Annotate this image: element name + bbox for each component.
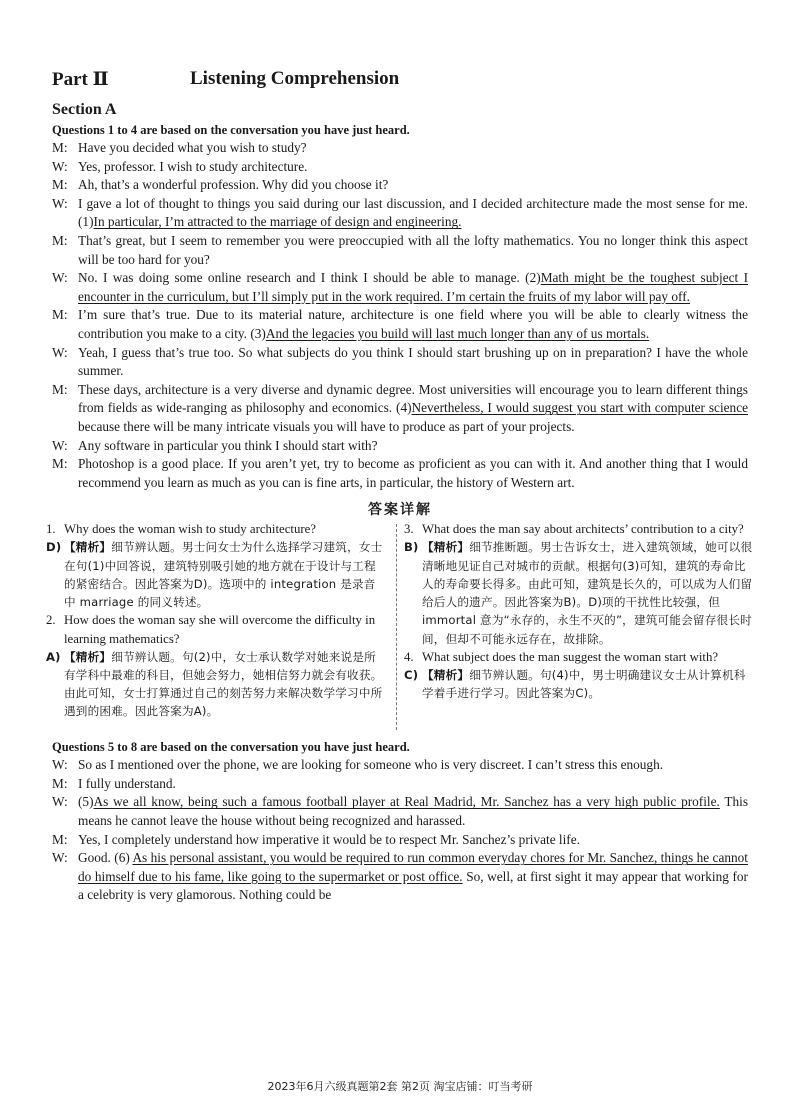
dialogue-text: I’m sure that’s true. Due to its material nature, architecture is one field where you will be able to clearly witness the contribution you make to a city. (3) [78, 307, 748, 341]
speaker-label: M: [52, 775, 68, 791]
answer-letter: C) [404, 667, 419, 682]
underlined-key-sentence: As we all know, being such a famous football player at Real Madrid, Mr. Sanchez has a very high public profile. [93, 794, 720, 810]
dialogue-turn [52, 158, 748, 177]
part-title: Listening Comprehension [190, 68, 400, 89]
dialogue-turn [52, 176, 748, 195]
explanation-text: 细节辨认题。男士问女士为什么选择学习建筑，女士在句(1)中回答说，建筑特别吸引她的地方就在于设计与工程的紧密结合。因此答案为D)。选项中的 integration 是录音中 marriage 的同义转述。 [64, 540, 383, 610]
answer-letter: A) [46, 649, 61, 664]
conversation-2 [52, 756, 748, 905]
answers-right-column [404, 520, 754, 702]
dialogue-turn [52, 139, 748, 158]
answer-explanation [404, 538, 754, 647]
answer-explanation [46, 538, 384, 611]
underlined-key-sentence: As his personal assistant, you would be required to run common everyday chores for Mr. Sanchez, things he cannot do himself due to his fame, like going to the supermarket or post office. [78, 850, 748, 884]
dialogue-turn [52, 455, 748, 492]
part-label: Part Ⅱ [52, 69, 109, 90]
question-number: 3. [404, 522, 414, 537]
dialogue-text: That’s great, but I seem to remember you were preoccupied with all the lofty mathematics. You no longer think this aspect will be too hard for you? [78, 232, 748, 267]
explanation-text: 细节辨认题。句(4)中，男士明确建议女士从计算机科学着手进行学习。因此答案为C)。 [422, 667, 746, 701]
explanation-text: 细节推断题。男士告诉女士，进入建筑领域，她可以很清晰地见证自己对城市的贡献。根据句(3)可知，建筑的寿命比人的寿命要长得多。由此可知，建筑是长久的，可以成为人们留给后人的遗产。因此答案为B)。D)项的干扰性比较强，但immortal 意为“永存的，永生不灭的”，建筑可能会留存很长时间，但却不可能永远存在，故排除。 [422, 540, 753, 646]
underlined-key-sentence: And the legacies you build will last much longer than any of us mortals. [265, 325, 650, 341]
speaker-label: W: [52, 437, 68, 453]
dialogue-text: Ah, that’s a wonderful profession. Why did you choose it? [78, 177, 389, 193]
underlined-key-sentence: In particular, I’m attracted to the marriage of design and engineering. [93, 214, 462, 230]
conversation-1 [52, 139, 748, 492]
answer-explanation [46, 648, 384, 721]
answers-columns [46, 520, 753, 732]
answers-left-column [46, 520, 384, 720]
dialogue-turn [52, 306, 748, 343]
speaker-label: M: [52, 140, 68, 155]
dialogue-turn [52, 793, 748, 830]
dialogue-text: So, well, at first sight it may appear that working for a celebrity is very glamorous. Nothing could be [78, 868, 748, 903]
speaker-label: W: [52, 850, 68, 866]
dialogue-text: I fully understand. [78, 775, 176, 791]
dialogue-turn [52, 775, 748, 794]
speaker-label: W: [52, 195, 68, 211]
speaker-label: M: [52, 307, 68, 323]
speaker-label: W: [52, 158, 68, 174]
analysis-tag: 【精析】 [422, 667, 470, 682]
dialogue-text: (5) [78, 794, 94, 810]
dialogue-turn [52, 344, 748, 381]
section-heading: Section A [52, 101, 117, 118]
dialogue-text: No. I was doing some online research and I think I should be able to manage. (2) [78, 270, 541, 286]
dialogue-text: Good. (6) [78, 850, 133, 866]
dialogue-text: Photoshop is a good place. If you aren’t yet, try to become as proficient as you can with it. And another thing that I would recommend you learn as much as you can is fine arts, in particular, the history of Western art. [78, 456, 748, 490]
dialogue-turn [52, 756, 748, 775]
explanation-text: 细节辨认题。句(2)中，女士承认数学对她来说是所有学科中最难的科目，但她会努力，她相信努力就会有收获。由此可知，女士打算通过自己的刻苦努力来解决数学学习中所遇到的困难。因此答案为A)。 [64, 649, 383, 719]
dialogue-turn [52, 831, 748, 850]
speaker-label: W: [52, 794, 68, 810]
underlined-key-sentence: Nevertheless, I would suggest you start with computer science [411, 400, 748, 416]
conversation-1-heading: Questions 1 to 4 are based on the conversation you have just heard. [52, 123, 410, 137]
dialogue-turn [52, 195, 748, 232]
analysis-tag: 【精析】 [64, 540, 112, 555]
column-divider [396, 524, 397, 730]
answer-question [46, 520, 384, 538]
dialogue-text: Yes, professor. I wish to study architecture. [78, 158, 308, 174]
speaker-label: W: [52, 270, 68, 286]
dialogue-turn [52, 381, 748, 437]
speaker-label: M: [52, 232, 68, 248]
answer-question [404, 648, 754, 666]
dialogue-text: Any software in particular you think I should start with? [78, 437, 378, 453]
dialogue-text: because there will be many intricate visuals you will have to produce as part of your projects. [78, 418, 575, 434]
page-footer: 2023年6月六级真题第2套 第2页 淘宝店铺：叮当考研 [267, 1080, 533, 1093]
dialogue-text: I gave a lot of thought to things you said during our last discussion, and I decided architecture made the most sense for me. (1) [78, 195, 748, 230]
answer-explanation [404, 666, 754, 702]
question-number: 4. [404, 649, 414, 664]
dialogue-text: So as I mentioned over the phone, we are looking for someone who is very discreet. I can’t stress this enough. [78, 757, 664, 773]
answer-question [404, 520, 754, 538]
dialogue-text: Yes, I completely understand how imperative it would be to respect Mr. Sanchez’s private life. [78, 831, 580, 847]
page [46, 68, 753, 905]
analysis-tag: 【精析】 [64, 649, 112, 664]
question-number: 1. [46, 522, 56, 537]
underlined-key-sentence: Math might be the toughest subject I encounter in the curriculum, but I’ll simply put in the work required. I’m certain the fruits of my labor will pay off. [78, 270, 748, 304]
answer-letter: D) [46, 540, 62, 555]
speaker-label: M: [52, 456, 68, 472]
dialogue-turn [52, 232, 748, 269]
part-heading [52, 68, 748, 96]
analysis-tag: 【精析】 [422, 540, 470, 555]
speaker-label: W: [52, 757, 68, 773]
dialogue-turn [52, 437, 748, 456]
question-text: What does the man say about architects’ contribution to a city? [422, 522, 744, 537]
answer-question [46, 611, 384, 647]
conversation-2-heading: Questions 5 to 8 are based on the conversation you have just heard. [52, 740, 410, 755]
answers-title: 答案详解 [368, 502, 432, 519]
question-number: 2. [46, 613, 56, 628]
dialogue-turn [52, 849, 748, 905]
speaker-label: M: [52, 381, 68, 397]
dialogue-text: Yeah, I guess that’s true too. So what subjects do you think I should start brushing up on in preparation? I have the whole summer. [78, 344, 748, 379]
speaker-label: M: [52, 831, 68, 847]
dialogue-text: Have you decided what you wish to study? [78, 140, 307, 155]
question-text: Why does the woman wish to study architecture? [64, 522, 316, 537]
speaker-label: W: [52, 344, 68, 360]
question-text: What subject does the man suggest the woman start with? [422, 649, 719, 664]
answer-letter: B) [404, 540, 419, 555]
dialogue-text: These days, architecture is a very diverse and dynamic degree. Most universities will encourage you to learn different things from fields as wide-ranging as philosophy and economics. (4) [78, 381, 748, 416]
question-text: How does the woman say she will overcome the difficulty in learning mathematics? [64, 613, 376, 646]
dialogue-text: This means he cannot leave the house without being recognized and harassed. [78, 794, 748, 829]
dialogue-turn [52, 269, 748, 306]
speaker-label: M: [52, 177, 68, 193]
